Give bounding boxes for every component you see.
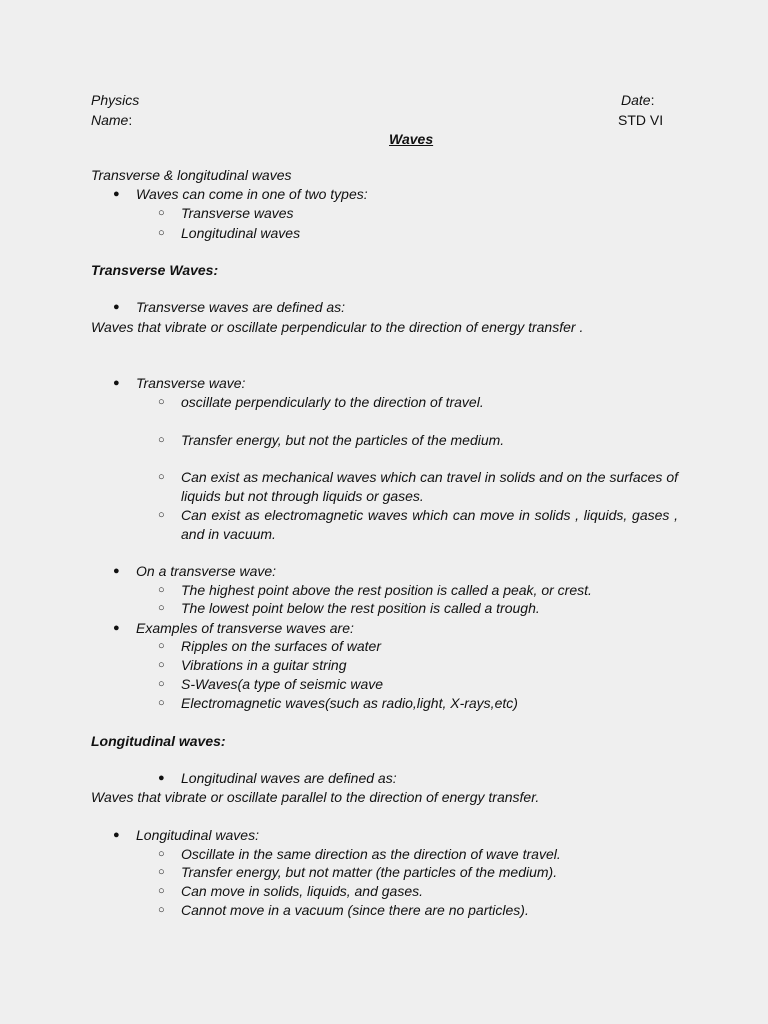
list-item: Transverse waves — [181, 205, 294, 221]
transverse-heading: Transverse Waves: — [91, 262, 219, 278]
name-label: Name — [91, 112, 129, 128]
transverse-defined-bullet: Transverse waves are defined as: — [136, 299, 346, 315]
bullet-circle: ○ — [158, 848, 165, 860]
transverse-wave-bullet: Transverse wave: — [136, 375, 246, 391]
bullet-circle: ○ — [158, 866, 165, 878]
list-item: Can exist as mechanical waves which can travel in solids and on the surfaces of liquids but not through liquids or gases. — [181, 469, 678, 504]
list-item: Electromagnetic waves(such as radio,light, X-rays,etc) — [181, 695, 518, 711]
bullet-dot: ● — [113, 622, 120, 634]
list-item: Transfer energy, but not the particles of the medium. — [181, 432, 505, 448]
list-item: Vibrations in a guitar string — [181, 657, 347, 673]
bullet-dot: ● — [158, 772, 165, 784]
list-item: Oscillate in the same direction as the direction of wave travel. — [181, 846, 561, 862]
list-item: Transfer energy, but not matter (the particles of the medium). — [181, 864, 558, 880]
name-field — [91, 111, 132, 130]
intro-heading: Transverse & longitudinal waves — [91, 167, 292, 183]
date-label: Date — [621, 92, 651, 108]
list-item: The lowest point below the rest position is called a trough. — [181, 600, 540, 616]
transverse-on-bullet: On a transverse wave: — [136, 563, 277, 579]
longitudinal-defined-bullet: Longitudinal waves are defined as: — [181, 770, 397, 786]
list-item: oscillate perpendicularly to the direction of travel. — [181, 394, 484, 410]
date-field — [621, 91, 654, 110]
transverse-examples-bullet: Examples of transverse waves are: — [136, 620, 354, 636]
longitudinal-heading: Longitudinal waves: — [91, 733, 226, 749]
bullet-circle: ○ — [158, 396, 165, 408]
bullet-dot: ● — [113, 829, 120, 841]
bullet-dot: ● — [113, 377, 120, 389]
bullet-circle: ○ — [158, 509, 165, 521]
list-item: Ripples on the surfaces of water — [181, 638, 381, 654]
bullet-circle: ○ — [158, 885, 165, 897]
bullet-circle: ○ — [158, 659, 165, 671]
list-item: Can exist as electromagnetic waves which can move in solids , liquids, gases , and in vacuum. — [181, 507, 678, 542]
bullet-circle: ○ — [158, 471, 165, 483]
class-label: STD VI — [618, 112, 664, 128]
longitudinal-definition: Waves that vibrate or oscillate parallel to the direction of energy transfer. — [91, 789, 540, 805]
date-colon: : — [650, 92, 655, 108]
bullet-circle: ○ — [158, 207, 165, 219]
bullet-circle: ○ — [158, 602, 165, 614]
bullet-dot: ● — [113, 188, 120, 200]
name-colon: : — [128, 112, 133, 128]
bullet-circle: ○ — [158, 904, 165, 916]
bullet-dot: ● — [113, 565, 120, 577]
transverse-definition: Waves that vibrate or oscillate perpendicular to the direction of energy transfer . — [91, 319, 584, 335]
bullet-circle: ○ — [158, 584, 165, 596]
subject-label: Physics — [91, 92, 140, 108]
bullet-circle: ○ — [158, 227, 165, 239]
bullet-circle: ○ — [158, 678, 165, 690]
bullet-dot: ● — [113, 301, 120, 313]
list-item: Can move in solids, liquids, and gases. — [181, 883, 424, 899]
list-item: The highest point above the rest position is called a peak, or crest. — [181, 582, 592, 598]
page-title: Waves — [389, 131, 434, 147]
list-item: Cannot move in a vacuum (since there are no particles). — [181, 902, 529, 918]
list-item: S-Waves(a type of seismic wave — [181, 676, 384, 692]
bullet-circle: ○ — [158, 434, 165, 446]
longitudinal-wave-bullet: Longitudinal waves: — [136, 827, 259, 843]
intro-bullet: Waves can come in one of two types: — [136, 186, 368, 202]
bullet-circle: ○ — [158, 697, 165, 709]
bullet-circle: ○ — [158, 640, 165, 652]
list-item: Longitudinal waves — [181, 225, 301, 241]
